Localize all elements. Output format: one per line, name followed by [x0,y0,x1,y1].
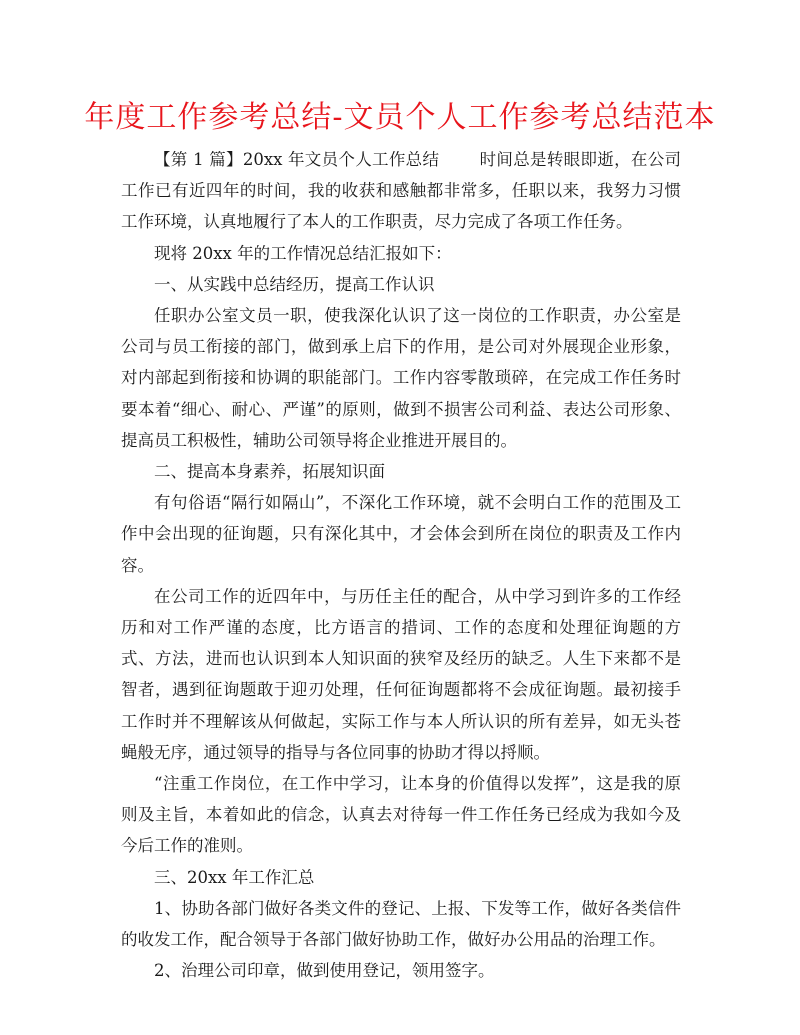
paragraph-1: 任职办公室文员一职，使我深化认识了这一岗位的工作职责，办公室是公司与员工衔接的部门，做到承上启下的作用，是公司对外展现企业形象，对内部起到衔接和协调的职能部门。工作内容零散琐碎，在完成工作任务时要本着“细心、耐心、严谨”的原则，做到不损害公司利益、表达公司形象、提高员工积极性，辅助公司领导将企业推进开展目的。 [121,306,681,450]
section-heading-2: 二、提高本身素养，拓展知识面 [154,462,385,482]
document-body [121,144,681,986]
intro-heading: 【第 1 篇】20xx 年文员个人工作总结 [154,150,440,169]
paragraph-2: 有句俗语“隔行如隔山”，不深化工作环境，就不会明白工作的范围及工作中会出现的征询题，只有深化其中，才会体会到所在岗位的职责及工作内容。 [121,493,681,575]
document-title: 年度工作参考总结-文员个人工作参考总结范本 [84,100,716,135]
paragraph-4: “注重工作岗位，在工作中学习，让本身的价值得以发挥”，这是我的原则及主旨，本着如此的信念，认真去对待每一件工作任务已经成为我如今及今后工作的准则。 [121,774,681,856]
intro-text: 时间总是转眼即逝，在公司工作已有近四年的时间，我的收获和感触都非常多，任职以来，我努力习惯工作环境，认真地履行了本人的工作职责，尽力完成了各项工作任务。 [121,150,682,232]
intro-paragraph [121,144,681,238]
paragraph-6: 2、治理公司印章，做到使用登记，领用签字。 [154,961,495,981]
section-heading-3: 三、20xx 年工作汇总 [154,867,315,887]
paragraph-3: 在公司工作的近四年中，与历任主任的配合，从中学习到许多的工作经历和对工作严谨的态度，比方语言的措词、工作的态度和处理征询题的方式、方法，进而也认识到本人知识面的狭窄及经历的缺乏。人生下来都不是智者，遇到征询题敢于迎刃处理，任何征询题都将不会成征询题。最初接手工作时并不理解该从何做起，实际工作与本人所认识的所有差异，如无头苍蝇般无序，通过领导的指导与各位同事的协助才得以捋顺。 [121,586,681,762]
report-paragraph: 现将 20xx 年的工作情况总结汇报如下： [154,243,452,263]
section-heading-1: 一、从实践中总结经历，提高工作认识 [154,274,435,294]
paragraph-5: 1、协助各部门做好各类文件的登记、上报、下发等工作，做好各类信件的收发工作，配合领导于各部门做好协助工作，做好办公用品的治理工作。 [121,898,681,950]
